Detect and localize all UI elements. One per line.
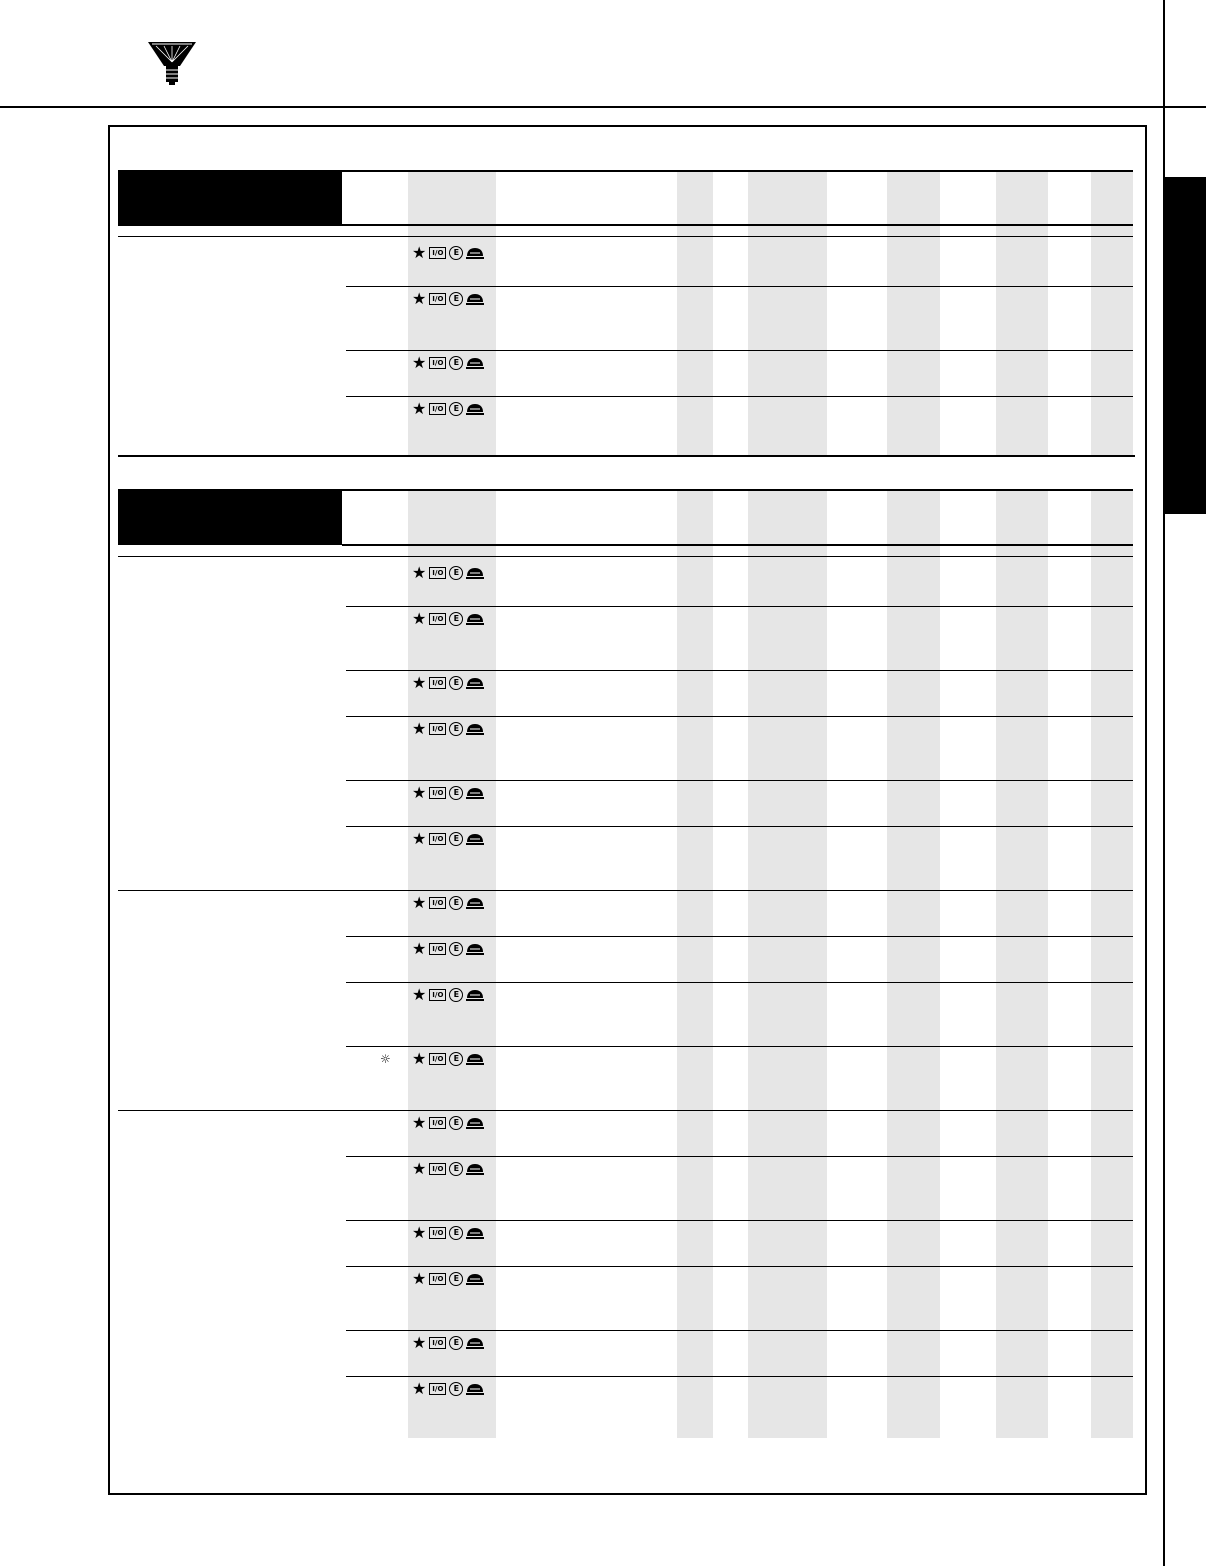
star-icon: ★ [412,829,427,848]
tree-icon [466,1163,484,1176]
row-rule [346,1046,1133,1047]
section-header-block [118,170,342,226]
io-box-icon: I/O [429,897,446,909]
row-icon-set [412,353,484,372]
row-rule [346,780,1133,781]
e-circle-icon: E [449,832,463,846]
tree-icon [466,403,484,416]
e-circle-icon: E [449,1226,463,1240]
row-rule [346,936,1133,937]
io-box-icon: I/O [429,677,446,689]
e-circle-icon: E [449,246,463,260]
group-rule [118,890,1133,891]
tree-icon [466,357,484,370]
e-circle-icon: E [449,1336,463,1350]
section-end-rule [118,455,1135,457]
row-icon-set [412,1223,484,1242]
par-lamp-bulb-icon [146,40,198,86]
row-icon-set [412,243,484,262]
header-rule [0,106,1206,108]
row-icon-set [412,609,484,628]
group-rule [118,236,1133,237]
tree-icon [466,897,484,910]
io-box-icon: I/O [429,1163,446,1175]
star-icon: ★ [412,289,427,308]
star-icon: ★ [412,939,427,958]
row-rule [346,396,1133,397]
io-box-icon: I/O [429,989,446,1001]
row-icon-set [412,985,484,1004]
star-icon: ★ [412,353,427,372]
shade-col [887,172,940,456]
tree-icon [466,613,484,626]
shade-col [677,172,713,456]
star-icon: ★ [412,1049,427,1068]
io-box-icon: I/O [429,403,446,415]
shade-col [748,491,827,1438]
io-box-icon: I/O [429,357,446,369]
e-circle-icon: E [449,1052,463,1066]
shade-col [408,491,496,1438]
header-bottom-rule [342,224,1133,226]
star-icon: ★ [412,1333,427,1352]
row-icon-set [412,399,484,418]
header-top-rule [342,489,1133,491]
tree-icon [466,293,484,306]
shade-col [887,491,940,1438]
star-icon: ★ [412,1113,427,1132]
shade-col [677,491,713,1438]
star-icon: ★ [412,399,427,418]
row-icon-set [412,673,484,692]
star-icon: ★ [412,673,427,692]
section-header-block [118,489,342,545]
star-icon: ★ [412,893,427,912]
io-box-icon: I/O [429,293,446,305]
tree-icon [466,1383,484,1396]
star-icon: ★ [412,719,427,738]
tree-icon [466,247,484,260]
tree-icon [466,833,484,846]
e-circle-icon: E [449,1116,463,1130]
row-rule [346,826,1133,827]
row-rule [346,670,1133,671]
io-box-icon: I/O [429,613,446,625]
shade-col [996,491,1048,1438]
sun-icon: ☼ [380,1052,391,1066]
tree-icon [466,787,484,800]
star-icon: ★ [412,783,427,802]
row-rule [346,1376,1133,1377]
io-box-icon: I/O [429,833,446,845]
e-circle-icon: E [449,1162,463,1176]
row-rule [346,1330,1133,1331]
row-icon-set [412,289,484,308]
shade-col [748,172,827,456]
e-circle-icon: E [449,676,463,690]
group-rule [118,1110,1133,1111]
io-box-icon: I/O [429,723,446,735]
side-tab [1164,177,1206,514]
io-box-icon: I/O [429,1337,446,1349]
e-circle-icon: E [449,988,463,1002]
row-icon-set [412,1333,484,1352]
group-rule [118,556,1133,557]
e-circle-icon: E [449,722,463,736]
row-icon-set [412,1113,484,1132]
row-rule [346,606,1133,607]
row-rule [346,982,1133,983]
row-icon-set [412,719,484,738]
tree-icon [466,723,484,736]
row-rule [346,1266,1133,1267]
tree-icon [466,1227,484,1240]
io-box-icon: I/O [429,787,446,799]
e-circle-icon: E [449,786,463,800]
row-rule [346,1156,1133,1157]
e-circle-icon: E [449,292,463,306]
row-icon-set [412,829,484,848]
io-box-icon: I/O [429,1383,446,1395]
shade-col [996,172,1048,456]
io-box-icon: I/O [429,1227,446,1239]
io-box-icon: I/O [429,1117,446,1129]
io-box-icon: I/O [429,247,446,259]
row-icon-set [412,1379,484,1398]
header-bottom-rule [342,544,1133,546]
shade-col [1091,491,1133,1438]
row-icon-set [412,563,484,582]
star-icon: ★ [412,985,427,1004]
io-box-icon: I/O [429,1053,446,1065]
e-circle-icon: E [449,942,463,956]
row-icon-set [412,1269,484,1288]
star-icon: ★ [412,243,427,262]
e-circle-icon: E [449,566,463,580]
e-circle-icon: E [449,896,463,910]
io-box-icon: I/O [429,1273,446,1285]
header-top-rule [342,170,1133,172]
star-icon: ★ [412,609,427,628]
io-box-icon: I/O [429,943,446,955]
tree-icon [466,1053,484,1066]
e-circle-icon: E [449,402,463,416]
e-circle-icon: E [449,356,463,370]
row-rule [346,1220,1133,1221]
row-icon-set [412,783,484,802]
star-icon: ★ [412,1379,427,1398]
star-icon: ★ [412,1269,427,1288]
tree-icon [466,567,484,580]
e-circle-icon: E [449,1272,463,1286]
row-icon-set [412,1049,484,1068]
tree-icon [466,943,484,956]
tree-icon [466,1273,484,1286]
row-rule [346,286,1133,287]
row-icon-set [412,939,484,958]
row-rule [346,350,1133,351]
star-icon: ★ [412,1223,427,1242]
row-icon-set [412,1159,484,1178]
e-circle-icon: E [449,1382,463,1396]
table-frame [108,125,1147,1495]
io-box-icon: I/O [429,567,446,579]
tree-icon [466,989,484,1002]
tree-icon [466,677,484,690]
tree-icon [466,1117,484,1130]
tree-icon [466,1337,484,1350]
row-rule [346,716,1133,717]
row-icon-set [412,893,484,912]
shade-col [1091,172,1133,456]
e-circle-icon: E [449,612,463,626]
star-icon: ★ [412,563,427,582]
star-icon: ★ [412,1159,427,1178]
